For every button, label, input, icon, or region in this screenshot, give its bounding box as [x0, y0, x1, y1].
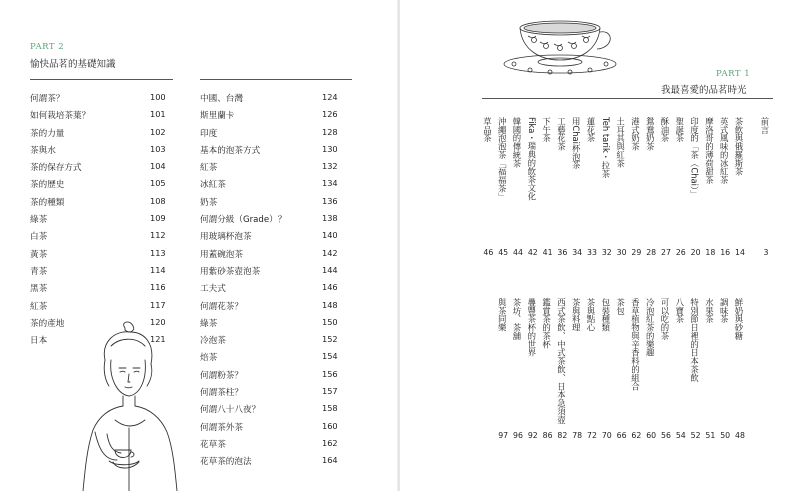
- vertical-toc-entry-title: Teh tarik・拉茶: [600, 117, 611, 179]
- vertical-toc-entry-title: 八寶茶: [674, 298, 685, 324]
- vertical-toc-entry-page: 34: [572, 248, 583, 257]
- vertical-toc-entry-title: 特別節日裡的日本茶飲: [689, 298, 700, 382]
- toc-entry-page: 128: [322, 126, 338, 137]
- toc-entry: [200, 213, 350, 230]
- toc-entry-title: 冷泡茶: [200, 336, 226, 347]
- vertical-toc-entry-title: 茶坊、茶舖: [512, 298, 522, 340]
- toc-entry: [30, 161, 170, 178]
- toc-entry-page: 152: [322, 334, 338, 345]
- toc-entry-title: 黑茶: [30, 284, 48, 295]
- toc-entry: [30, 178, 170, 195]
- toc-entry-page: 144: [322, 264, 338, 275]
- toc-entry: [200, 144, 350, 161]
- vertical-toc-entry: [718, 298, 732, 323]
- toc-entry: [30, 92, 170, 109]
- vertical-toc-entry: [629, 298, 643, 390]
- toc-entry-page: 116: [150, 282, 166, 293]
- vertical-toc-entry-title: 香草植物與辛香料的組合: [630, 298, 641, 391]
- vertical-toc-entry-page: 51: [705, 431, 716, 440]
- vertical-toc-entry-page: 29: [631, 248, 642, 257]
- vertical-toc-entry-title: 工藝花茶: [556, 117, 567, 151]
- toc-entry-title: 白茶: [30, 232, 48, 243]
- vertical-toc-entry-page: 70: [601, 431, 612, 440]
- vertical-toc-entry-page: 82: [557, 431, 568, 440]
- toc-entry-page: 121: [150, 334, 166, 345]
- toc-entry: [30, 300, 170, 317]
- vertical-toc-entry: [526, 298, 540, 357]
- vertical-toc-entry-title: 港式奶茶: [630, 117, 641, 151]
- vertical-toc-entry: [644, 117, 658, 151]
- toc-entry-page: 160: [322, 420, 338, 431]
- toc-entry-page: 132: [322, 161, 338, 172]
- vertical-toc-entry: [689, 117, 703, 199]
- vertical-toc-entry: [496, 298, 510, 332]
- toc-entry: [200, 438, 350, 455]
- vertical-toc-entry-page: 96: [513, 431, 523, 440]
- preface-page: 3: [763, 248, 769, 257]
- vertical-toc-entry: [659, 298, 673, 340]
- vertical-toc-entry: [615, 117, 629, 167]
- vertical-toc-entry: [629, 117, 643, 151]
- toc-entry-title: 如何栽培茶葉？: [30, 111, 91, 122]
- vertical-toc-entry-page: 46: [483, 248, 494, 257]
- toc-entry: [200, 109, 350, 126]
- toc-entry-page: 157: [322, 386, 338, 397]
- toc-entry-title: 青茶: [30, 266, 48, 277]
- vertical-toc-entry-title: 西式茶飲、中式茶飲、日本急須壺: [556, 298, 567, 424]
- toc-entry: [200, 421, 350, 438]
- right-page: [400, 0, 799, 491]
- toc-entry-page: 114: [150, 264, 166, 275]
- toc-entry-page: 117: [150, 299, 166, 310]
- vertical-toc-entry-page: 45: [498, 248, 509, 257]
- vertical-toc-entry-page: 27: [661, 248, 671, 257]
- toc-entry: [200, 369, 350, 386]
- col2-top-rule: [200, 79, 352, 80]
- vertical-toc-entry-page: 32: [601, 248, 612, 257]
- vertical-toc-entry-page: 72: [587, 431, 597, 440]
- vertical-toc-entry: [733, 298, 747, 340]
- toc-entry-title: 日本: [30, 336, 48, 347]
- vertical-toc-entry: [718, 117, 732, 184]
- part-1-label: PART 1: [716, 69, 751, 79]
- toc-entry-page: 164: [322, 455, 338, 466]
- vertical-toc-entry-page: 66: [616, 431, 627, 440]
- toc-entry-title: 何謂分級（Grade）？: [200, 215, 287, 226]
- vertical-toc-entry: [703, 298, 717, 323]
- toc-entry-title: 用玻璃杯泡茶: [200, 232, 252, 243]
- vertical-toc-entry: [541, 298, 555, 348]
- vertical-toc-entry: [600, 298, 614, 332]
- toc-entry-page: 154: [322, 351, 338, 362]
- toc-entry-page: 134: [322, 178, 338, 189]
- vertical-toc-entry-title: Fika・瑞典的飲茶文化: [526, 117, 537, 201]
- vertical-toc-entry-title: 鮮奶與砂糖: [734, 298, 744, 340]
- vertical-toc-entry: [659, 117, 673, 142]
- vertical-toc-entry-title: 鑑賞茶的茶杯: [541, 298, 552, 349]
- vertical-toc-entry-title: 茶與點心: [586, 298, 596, 332]
- vertical-toc-entry: [511, 117, 525, 167]
- toc-entry-page: 126: [322, 109, 338, 120]
- toc-entry: [200, 265, 350, 282]
- toc-entry-title: 茶的產地: [30, 318, 65, 329]
- toc-entry: [200, 230, 350, 247]
- vertical-toc-entry-page: 48: [735, 431, 745, 440]
- toc-entry-page: 104: [150, 161, 166, 172]
- toc-entry-page: 130: [322, 143, 338, 154]
- vertical-toc-entry-title: 酥油茶: [660, 117, 670, 143]
- vertical-toc-entry-page: 44: [513, 248, 523, 257]
- vertical-toc-entry-title: 摩洛哥的薄荷甜茶: [704, 117, 715, 185]
- toc-entry-page: 108: [150, 195, 166, 206]
- toc-column-1: [30, 92, 170, 351]
- vertical-toc-entry-page: 14: [735, 248, 745, 257]
- toc-entry-title: 工夫式: [200, 284, 226, 295]
- toc-entry-page: 112: [150, 230, 166, 241]
- part-1-rule: [482, 98, 773, 99]
- toc-entry-page: 162: [322, 437, 338, 448]
- vertical-toc-entry-title: 土耳其與紅茶: [615, 117, 626, 168]
- vertical-toc-entry: [689, 298, 703, 382]
- toc-entry: [30, 109, 170, 126]
- vertical-toc-entry: [585, 298, 599, 332]
- toc-entry-title: 何謂八十八夜？: [200, 405, 261, 416]
- toc-entry: [200, 282, 350, 299]
- vertical-toc-entry: [674, 117, 688, 142]
- vertical-toc-entry-title: 草品茶: [482, 117, 493, 143]
- toc-entry: [200, 386, 350, 403]
- toc-entry-title: 花草茶: [200, 439, 226, 450]
- toc-entry-page: 102: [150, 126, 166, 137]
- toc-entry-title: 茶的種類: [30, 197, 65, 208]
- toc-entry-page: 158: [322, 403, 338, 414]
- vertical-toc-entry-page: 52: [690, 431, 701, 440]
- vertical-toc-entry-title: 聖誕茶: [674, 117, 685, 143]
- vertical-toc-entry-title: 印度的「茶（Chai）」: [689, 117, 700, 199]
- toc-entry-title: 茶的歷史: [30, 180, 65, 191]
- toc-entry: [200, 300, 350, 317]
- part-2-title: 愉快品茗的基礎知識: [30, 59, 116, 70]
- toc-entry: [30, 144, 170, 161]
- vertical-toc-entry-title: 英式風味的冰紅茶: [719, 117, 730, 185]
- preface-entry: [759, 117, 773, 134]
- toc-entry-title: 斯里蘭卡: [200, 111, 235, 122]
- vertical-toc-entry-page: 41: [542, 248, 553, 257]
- vertical-toc-entry: [600, 117, 614, 178]
- vertical-toc-entry-page: 16: [720, 248, 731, 257]
- toc-entry-title: 冰紅茶: [200, 180, 226, 191]
- toc-entry-title: 紅茶: [200, 163, 218, 174]
- vertical-toc-entry: [555, 298, 569, 424]
- vertical-toc-entry-page: 86: [542, 431, 553, 440]
- vertical-toc-entry: [674, 298, 688, 323]
- vertical-toc-entry-title: 用Chai杯泡茶: [571, 117, 582, 170]
- left-page: [0, 0, 398, 491]
- toc-entry-title: 奶茶: [200, 197, 218, 208]
- vertical-toc-entry: [555, 117, 569, 151]
- vertical-toc-entry-page: 42: [527, 248, 538, 257]
- toc-entry: [200, 403, 350, 420]
- toc-entry-title: 何謂粉茶？: [200, 370, 243, 381]
- toc-entry-page: 140: [322, 230, 338, 241]
- vertical-toc-entry-page: 54: [675, 431, 686, 440]
- teacup-and-saucer-illustration: [500, 14, 620, 76]
- toc-entry-page: 148: [322, 299, 338, 310]
- vertical-toc-entry-title: 沖繩泡泡茶「福福茶」: [497, 117, 508, 201]
- toc-entry-page: 103: [150, 143, 166, 154]
- toc-entry-page: 113: [150, 247, 166, 258]
- part-1-title: 我最喜愛的品茗時光: [661, 85, 747, 96]
- vertical-toc-entry: [644, 298, 658, 357]
- woman-drinking-tea-illustration: [75, 320, 180, 491]
- vertical-toc-entry-title: 蓮花茶: [586, 117, 596, 143]
- toc-entry-page: 100: [150, 92, 166, 102]
- preface-title: 前言: [760, 117, 770, 134]
- toc-entry-title: 基本的泡茶方式: [200, 145, 261, 156]
- toc-entry-page: 120: [150, 316, 166, 327]
- toc-entry: [200, 127, 350, 144]
- vertical-toc-entry-page: 28: [646, 248, 657, 257]
- toc-entry-title: 何謂茶外茶: [200, 422, 243, 433]
- toc-entry: [200, 248, 350, 265]
- toc-entry-title: 印度: [200, 128, 218, 139]
- vertical-toc-entry-title: 調味茶: [719, 298, 730, 324]
- vertical-toc-entry-title: 水果茶: [704, 298, 715, 324]
- toc-entry-page: 146: [322, 282, 338, 293]
- toc-entry-page: 142: [322, 247, 338, 258]
- vertical-toc-entry-page: 97: [498, 431, 509, 440]
- toc-entry-title: 中國、台灣: [200, 94, 243, 104]
- toc-entry: [30, 127, 170, 144]
- toc-entry: [200, 92, 350, 109]
- toc-entry-title: 綠茶: [200, 318, 218, 329]
- toc-entry: [200, 351, 350, 368]
- vertical-toc-entry: [570, 117, 584, 169]
- vertical-toc-entry-page: 33: [587, 248, 597, 257]
- toc-entry-title: 用蓋碗泡茶: [200, 249, 243, 260]
- part-2-label: PART 2: [30, 42, 65, 52]
- vertical-toc-entry-page: 60: [646, 431, 657, 440]
- vertical-toc-entry: [496, 117, 510, 201]
- toc-entry: [30, 196, 170, 213]
- toc-entry-page: 124: [322, 92, 338, 102]
- toc-entry-page: 150: [322, 316, 338, 327]
- toc-entry: [30, 230, 170, 247]
- toc-entry-title: 黃茶: [30, 249, 48, 260]
- vertical-toc-entry-title: 茶包: [615, 298, 626, 315]
- toc-entry: [200, 334, 350, 351]
- vertical-toc-entry: [541, 117, 555, 142]
- vertical-toc-entry-page: 78: [572, 431, 583, 440]
- toc-entry: [200, 161, 350, 178]
- toc-entry-page: 138: [322, 213, 338, 224]
- toc-entry-title: 茶與水: [30, 145, 56, 156]
- toc-entry: [30, 213, 170, 230]
- vertical-toc-entry-title: 包裝種類: [600, 298, 611, 332]
- vertical-toc-entry-page: 92: [527, 431, 538, 440]
- vertical-toc-entry-page: 50: [720, 431, 731, 440]
- vertical-toc-entry-title: 疊豐茶杯的世界: [526, 298, 537, 357]
- vertical-toc-entry-page: 30: [616, 248, 627, 257]
- vertical-toc-entry: [526, 117, 540, 201]
- vertical-toc-entry-title: 下午茶: [541, 117, 552, 143]
- vertical-toc-entry: [585, 117, 599, 142]
- vertical-toc-entry: [481, 117, 495, 142]
- toc-entry-page: 109: [150, 213, 166, 224]
- vertical-toc-entry-page: 18: [705, 248, 716, 257]
- vertical-toc-entry-title: 韓國的傳統茶: [512, 117, 522, 168]
- col1-top-rule: [30, 79, 173, 80]
- toc-entry: [200, 178, 350, 195]
- toc-entry-page: 136: [322, 195, 338, 206]
- toc-entry-title: 何謂茶柱？: [200, 388, 243, 399]
- vertical-toc-entry: [615, 298, 629, 315]
- toc-entry-title: 焙茶: [200, 353, 218, 364]
- vertical-toc-entry-title: 可以吃的茶: [660, 298, 670, 340]
- toc-column-2: [200, 92, 350, 473]
- vertical-toc-entry: [703, 117, 717, 184]
- toc-entry-title: 紅茶: [30, 301, 48, 312]
- vertical-toc-entry: [733, 117, 747, 176]
- vertical-toc-entry: [511, 298, 525, 340]
- toc-entry-page: 105: [150, 178, 166, 189]
- vertical-toc-entry-page: 56: [661, 431, 671, 440]
- toc-entry-title: 用紫砂茶壺泡茶: [200, 266, 261, 277]
- vertical-toc-entry-page: 36: [557, 248, 568, 257]
- toc-entry-title: 花草茶的泡法: [200, 457, 252, 468]
- toc-entry-page: 101: [150, 109, 166, 120]
- vertical-toc-entry: [570, 298, 584, 332]
- vertical-toc-entry-title: 茶飲與俄羅斯茶: [734, 117, 744, 176]
- toc-entry: [30, 265, 170, 282]
- vertical-toc-entry-page: 26: [675, 248, 686, 257]
- vertical-toc-entry-title: 鴛鴦奶茶: [645, 117, 656, 151]
- toc-entry: [30, 248, 170, 265]
- toc-entry-title: 茶的力量: [30, 128, 65, 139]
- toc-entry-title: 綠茶: [30, 215, 48, 226]
- vertical-toc-entry-page: 20: [690, 248, 701, 257]
- toc-entry: [200, 196, 350, 213]
- toc-entry: [200, 317, 350, 334]
- toc-entry: [200, 455, 350, 472]
- toc-entry-title: 茶的保存方式: [30, 163, 82, 174]
- toc-entry: [30, 282, 170, 299]
- toc-entry-title: 何謂花茶？: [200, 301, 243, 312]
- vertical-toc-entry-title: 與茶同樂: [497, 298, 508, 332]
- vertical-toc-entry-page: 62: [631, 431, 642, 440]
- vertical-toc-entry-title: 茶與料理: [571, 298, 582, 332]
- toc-entry-title: 何謂茶？: [30, 94, 65, 104]
- toc-entry-page: 156: [322, 368, 338, 379]
- vertical-toc-entry-title: 冷泡紅茶的樂趣: [645, 298, 656, 357]
